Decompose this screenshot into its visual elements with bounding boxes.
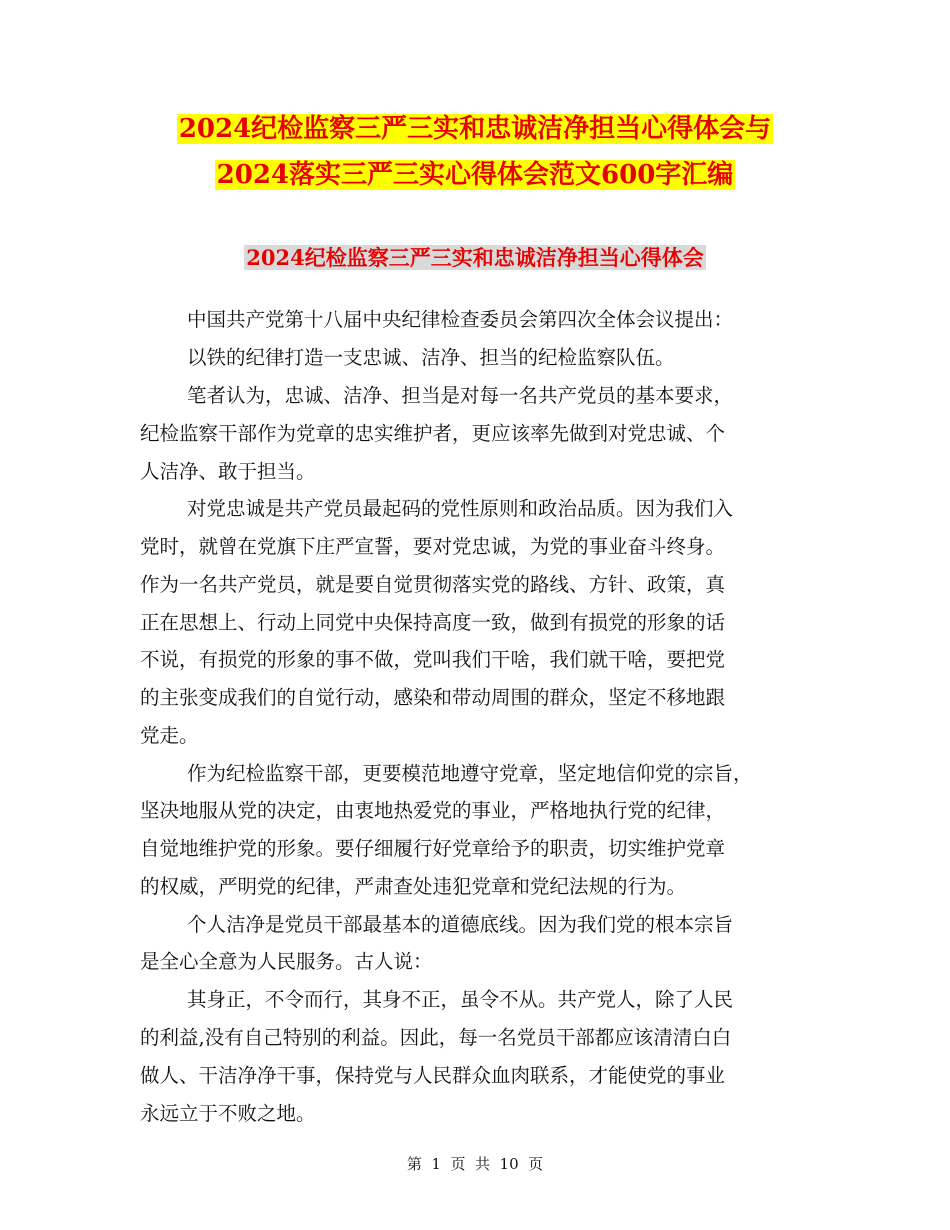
- body-line: 正在思想上、行动上同党中央保持高度一致，做到有损党的形象的话: [140, 611, 726, 634]
- body-line: 的主张变成我们的自觉行动，感染和带动周围的群众，坚定不移地跟: [140, 686, 726, 709]
- body-line: 中国共产党第十八届中央纪律检查委员会第四次全体会议提出：: [187, 308, 734, 331]
- body-line: 做人、干洁净净干事，保持党与人民群众血肉联系，才能使党的事业: [140, 1064, 726, 1087]
- body-line: 纪检监察干部作为党章的忠实维护者，更应该率先做到对党忠诚、个: [140, 422, 726, 445]
- body-line: 不说，有损党的形象的事不做，党叫我们干啥，我们就干啥，要把党: [140, 648, 726, 671]
- body-line: 自觉地维护党的形象。要仔细履行好党章给予的职责，切实维护党章: [140, 837, 726, 860]
- body-line: 的权威，严明党的纪律，严肃查处违犯党章和党纪法规的行为。: [140, 875, 687, 898]
- section-heading: [0, 243, 950, 273]
- body-line: 永远立于不败之地。: [140, 1102, 316, 1125]
- body-line: 其身正，不令而行，其身不正，虽令不从。共产党人，除了人民: [187, 988, 734, 1011]
- body-line: 的利益,没有自己特别的利益。因此，每一名党员干部都应该清清白白: [140, 1026, 732, 1049]
- body-line: 党走。: [140, 724, 199, 747]
- body-line: 坚决地服从党的决定，由衷地热爱党的事业，严格地执行党的纪律，: [140, 799, 726, 822]
- page-number-footer: 第 1 页 共 10 页: [406, 1155, 544, 1173]
- body-line: 个人洁净是党员干部最基本的道德底线。因为我们党的根本宗旨: [187, 913, 734, 936]
- body-line: 对党忠诚是共产党员最起码的党性原则和政治品质。因为我们入: [187, 497, 734, 520]
- body-line: 笔者认为，忠诚、洁净、担当是对每一名共产党员的基本要求，: [187, 384, 734, 407]
- body-line: 党时，就曾在党旗下庄严宣誓，要对党忠诚，为党的事业奋斗终身。: [140, 535, 726, 558]
- document-title-line-1-text: 2024纪检监察三严三实和忠诚洁净担当心得体会与: [178, 114, 772, 144]
- document-title-line-2: [0, 157, 950, 193]
- document-title-line-1: [0, 111, 950, 147]
- body-line: 人洁净、敢于担当。: [140, 460, 316, 483]
- body-line: 是全心全意为人民服务。古人说：: [140, 950, 433, 973]
- body-line: 以铁的纪律打造一支忠诚、洁净、担当的纪检监察队伍。: [187, 346, 675, 369]
- section-heading-text: 2024纪检监察三严三实和忠诚洁净担当心得体会: [246, 245, 704, 270]
- document-title-line-2-text: 2024落实三严三实心得体会范文600字汇编: [216, 160, 734, 190]
- body-line: 作为纪检监察干部，更要模范地遵守党章，坚定地信仰党的宗旨，: [187, 762, 753, 785]
- body-line: 作为一名共产党员，就是要自觉贯彻落实党的路线、方针、政策，真: [140, 573, 726, 596]
